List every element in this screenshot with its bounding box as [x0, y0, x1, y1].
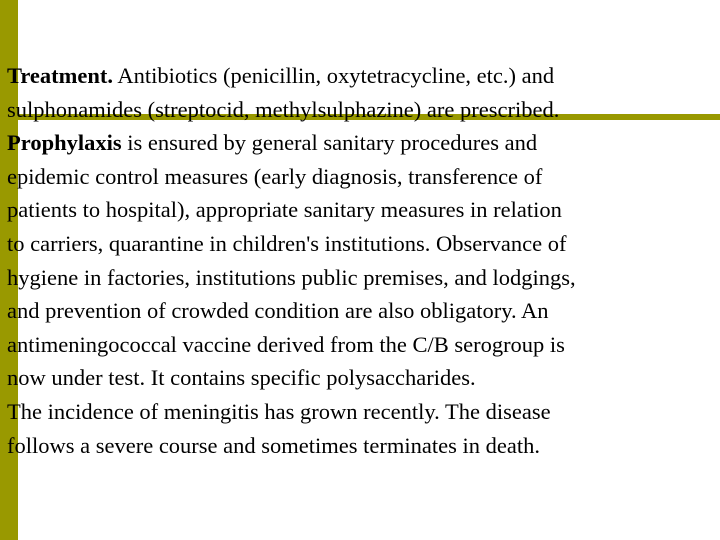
prophylaxis-text: is ensured by general sanitary procedures and	[121, 130, 538, 156]
treatment-line-1	[7, 59, 715, 93]
treatment-text: Antibiotics (penicillin, oxytetracycline, etc.) and	[113, 63, 555, 88]
prophylaxis-heading: Prophylaxis	[7, 130, 122, 156]
treatment-heading: Treatment.	[7, 63, 114, 88]
prophylaxis-line-1	[7, 126, 715, 160]
prophylaxis-line-7: antimeningococcal vaccine derived from the C/B serogroup is	[7, 331, 565, 357]
prophylaxis-line-6: and prevention of crowded condition are also obligatory. An	[7, 298, 549, 324]
incidence-line-2: follows a severe course and sometimes terminates in death.	[7, 432, 540, 458]
treatment-line-2: sulphonamides (streptocid, methylsulphazine) are prescribed.	[7, 96, 560, 122]
prophylaxis-line-2: epidemic control measures (early diagnosis, transference of	[7, 163, 543, 189]
prophylaxis-line-4: to carriers, quarantine in children's institutions. Observance of	[7, 230, 567, 256]
prophylaxis-line-3: patients to hospital), appropriate sanitary measures in relation	[7, 197, 562, 223]
prophylaxis-line-5: hygiene in factories, institutions public premises, and lodgings,	[7, 264, 576, 290]
prophylaxis-line-8: now under test. It contains specific polysaccharides.	[7, 365, 476, 391]
slide-body-text	[7, 59, 715, 462]
incidence-line-1: The incidence of meningitis has grown recently. The disease	[7, 398, 551, 424]
